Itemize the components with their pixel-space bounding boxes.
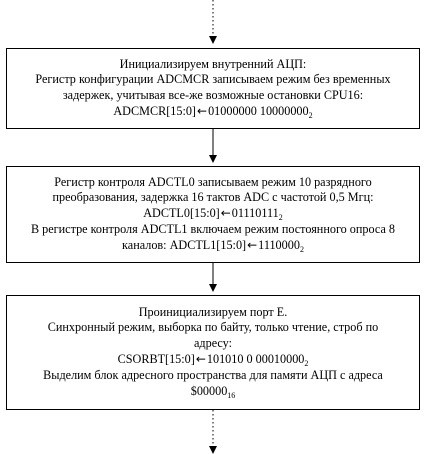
formula-base-subscript: 2 bbox=[304, 358, 309, 368]
formula-value: 01000000 10000000 bbox=[208, 103, 309, 118]
formula-value: 101010 0 00010000 bbox=[206, 351, 305, 366]
formula-register: CSORBT[15:0] bbox=[117, 351, 195, 366]
assign-arrow-icon: ← bbox=[220, 205, 231, 220]
address-value: $00000 bbox=[190, 383, 228, 398]
formula-base-subscript: 2 bbox=[308, 110, 313, 120]
box3-text-line: Синхронный режим, выборка по байту, только чтение, строб по bbox=[47, 320, 379, 335]
box3-text-line: адресу: bbox=[194, 335, 232, 350]
box1-formula bbox=[13, 104, 413, 121]
box1-text-line: Регистр конфигурации ADCMCR записываем режим без временных bbox=[35, 72, 391, 87]
box1-heading: Инициализируем внутренний АЦП: bbox=[119, 56, 307, 71]
box3-address bbox=[13, 384, 413, 401]
address-base-subscript: 16 bbox=[227, 390, 236, 400]
box3-text-line: Выделим блок адресного пространства для памяти АЦП с адреса bbox=[43, 368, 383, 383]
box3-formula-csorbt bbox=[13, 352, 413, 369]
formula-base-subscript: 2 bbox=[278, 212, 283, 222]
assign-arrow-icon: ← bbox=[247, 237, 258, 252]
box2-text-line: В регистре контроля ADCTL1 включаем режим постоянного опроса 8 bbox=[30, 222, 395, 237]
formula-value: 01110111 bbox=[231, 205, 279, 220]
box1-text-line: задержек, учитывая все-же возможные остановки CPU16: bbox=[62, 88, 364, 102]
assign-arrow-icon: ← bbox=[197, 103, 208, 118]
process-box-adc-init bbox=[6, 48, 420, 129]
process-box-adc-control bbox=[6, 166, 420, 263]
formula-value: 1110000 bbox=[258, 237, 300, 252]
formula-register: каналов: ADCTL1[15:0] bbox=[122, 237, 247, 252]
formula-register: ADCMCR[15:0] bbox=[113, 103, 196, 118]
box3-heading: Проинициализируем порт Е. bbox=[138, 304, 288, 319]
box2-text-line: Регистр контроля ADCTL0 записываем режим 10 разрядного bbox=[54, 174, 372, 189]
assign-arrow-icon: ← bbox=[195, 351, 206, 366]
formula-register: ADCTL0[15:0] bbox=[143, 205, 220, 220]
box2-formula-adctl1 bbox=[13, 238, 413, 255]
box2-formula-adctl0 bbox=[13, 206, 413, 223]
process-box-port-e-init bbox=[6, 295, 420, 410]
formula-base-subscript: 2 bbox=[299, 244, 304, 254]
box2-text-line: преобразования, задержка 16 тактов ADC с частотой 0,5 Мгц: bbox=[52, 190, 374, 205]
